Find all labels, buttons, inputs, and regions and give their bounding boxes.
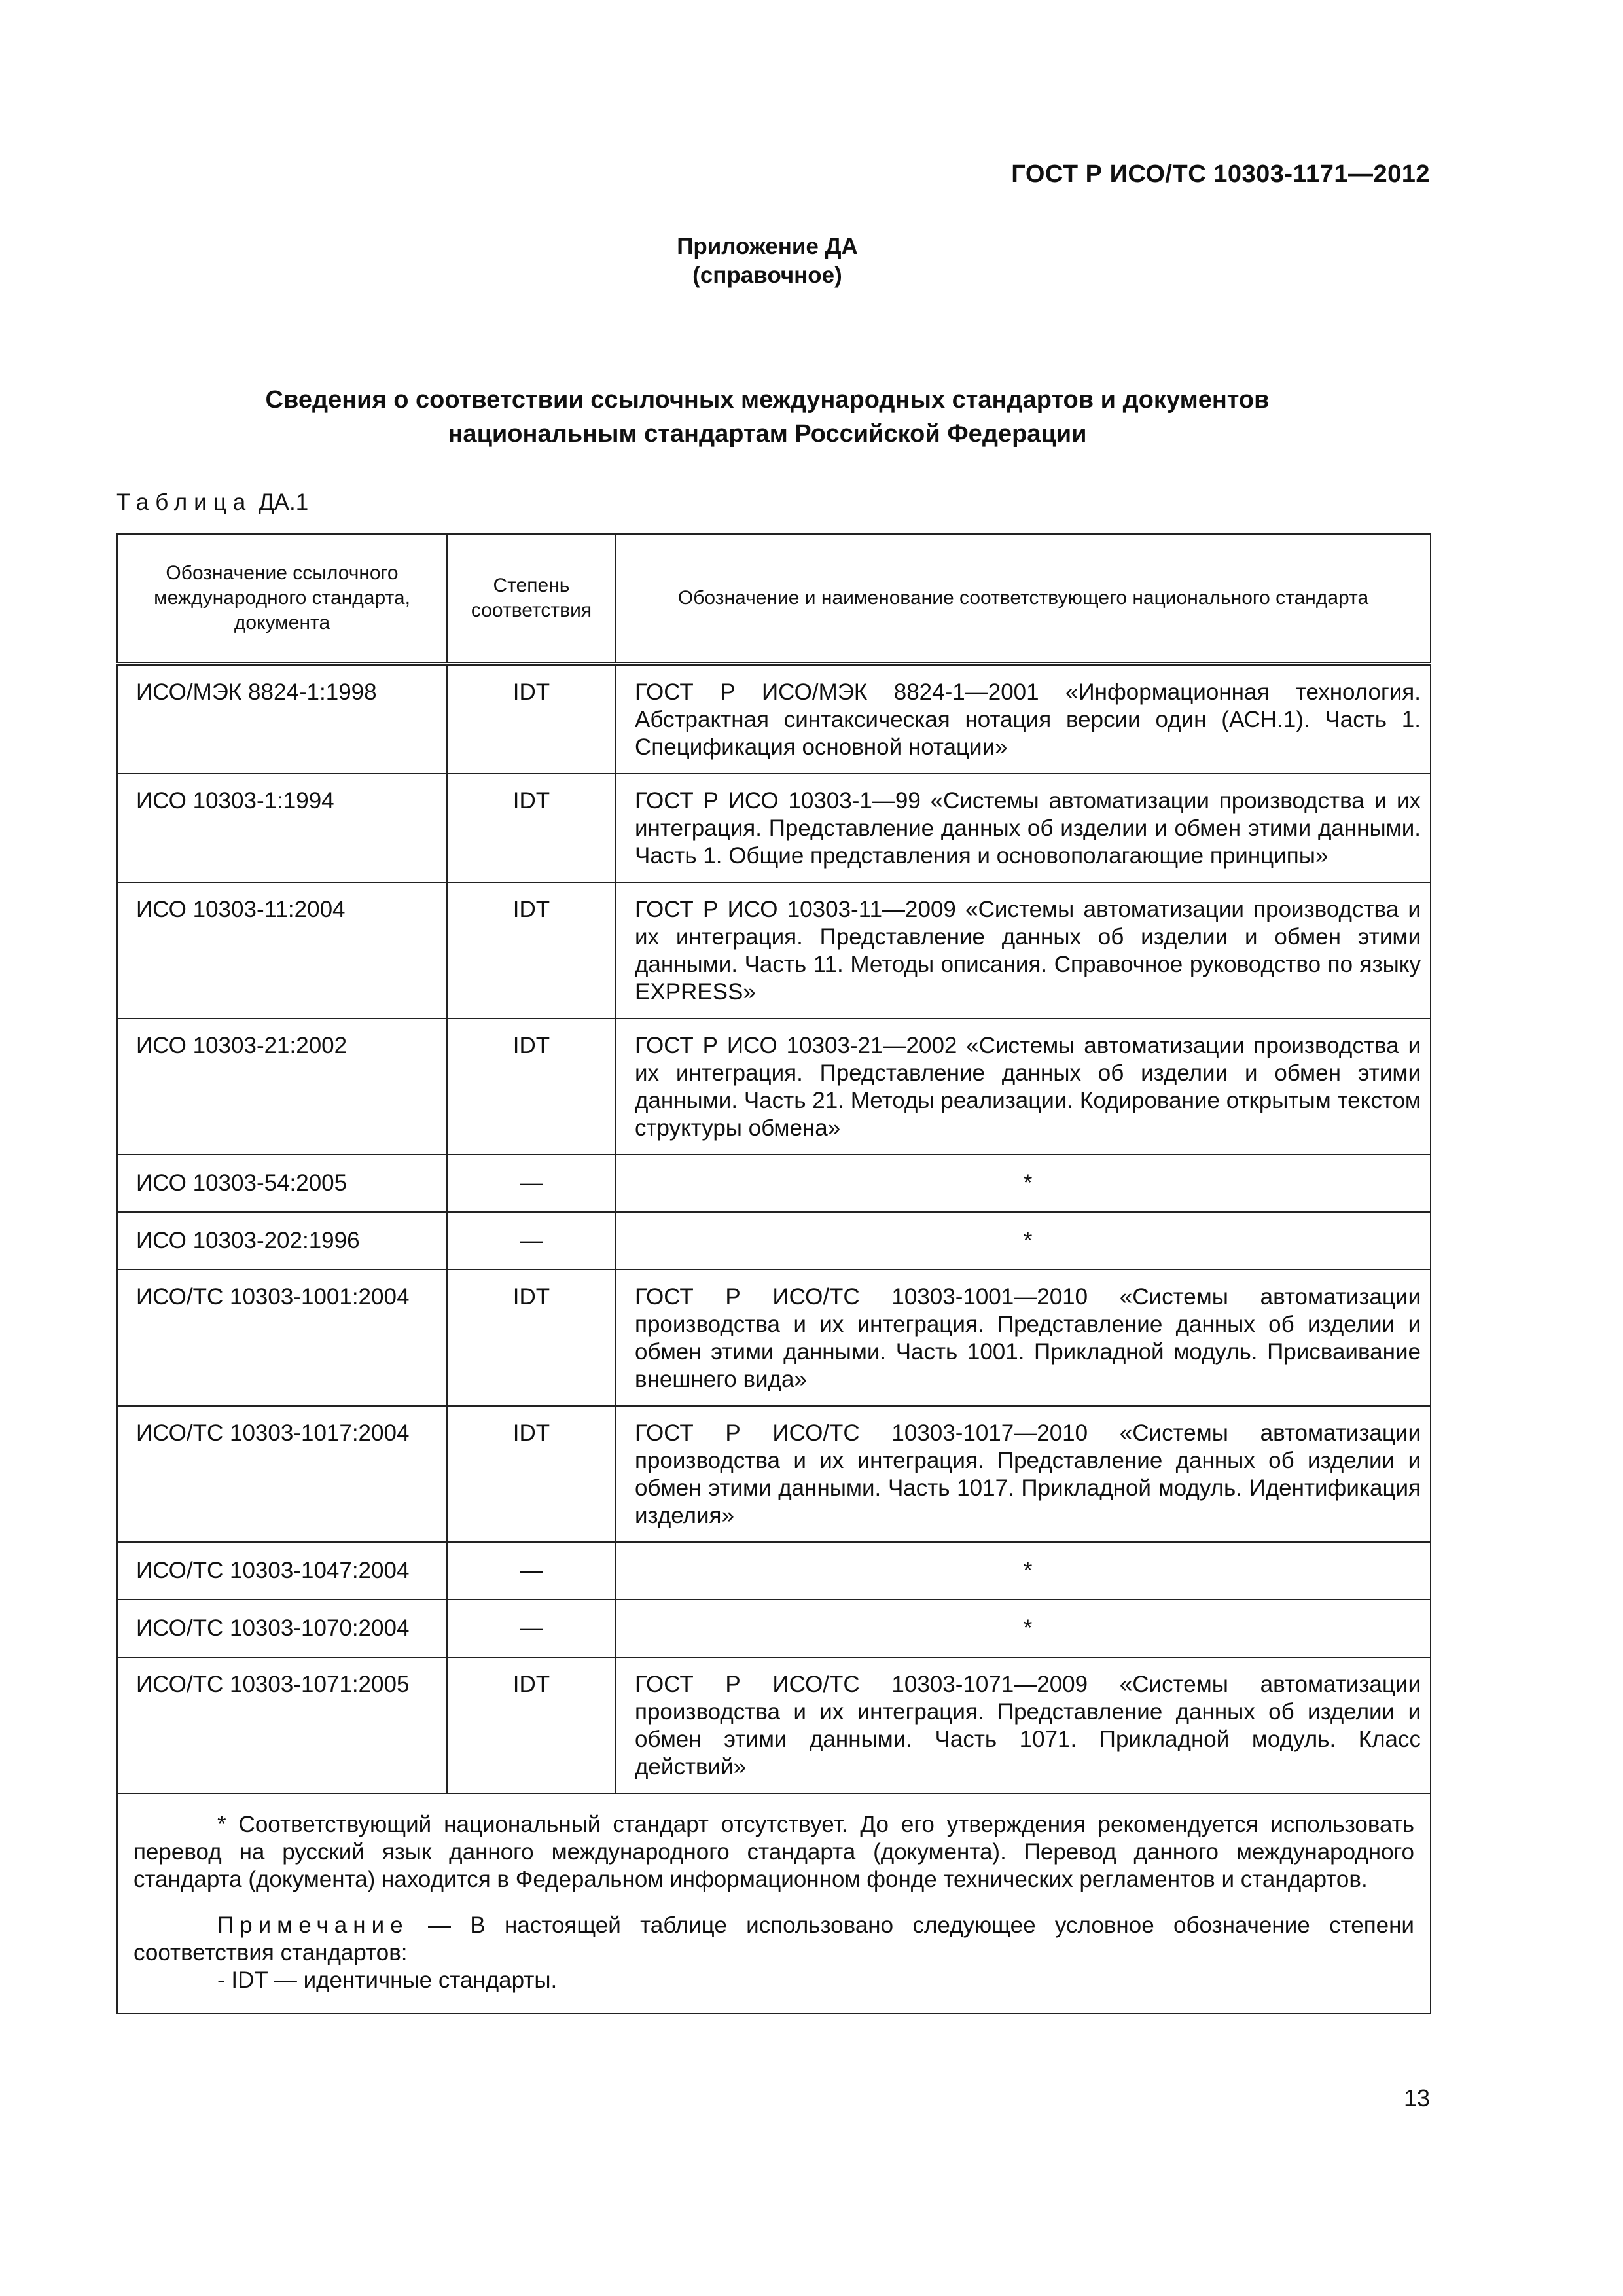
table-row [117, 1406, 1431, 1542]
table-header-row [117, 534, 1431, 664]
correspondence-table [116, 533, 1431, 2014]
table-row [117, 1018, 1431, 1155]
cell-reference: ИСО/ТС 10303-1070:2004 [117, 1600, 447, 1657]
cell-reference: ИСО/ТС 10303-1071:2005 [117, 1657, 447, 1793]
table-footnote: * Соответствующий национальный стандарт отсутствует. До его утверждения рекомендуется использовать перевод на русский язык данного международного стандарта (документа). Перевод данного международного стандарта (документа) находится в Федеральном информационном фонде технических регламентов и стандартов. [134, 1812, 1414, 1892]
table-caption-word: Таблица [116, 490, 253, 515]
page-number: 13 [1403, 2085, 1430, 2111]
cell-national: * [616, 1600, 1431, 1657]
section-heading [0, 383, 1535, 451]
table-row [117, 1657, 1431, 1793]
cell-degree: IDT [447, 1270, 616, 1406]
cell-national: * [616, 1212, 1431, 1270]
table-row [117, 774, 1431, 882]
cell-national: * [616, 1155, 1431, 1212]
appendix-title: Приложение ДА [677, 234, 858, 259]
document-code: ГОСТ Р ИСО/ТС 10303-1171—2012 [1011, 160, 1430, 188]
cell-reference: ИСО 10303-21:2002 [117, 1018, 447, 1155]
cell-degree: IDT [447, 774, 616, 882]
cell-national: ГОСТ Р ИСО 10303-1—99 «Системы автоматизации производства и их интеграция. Представление данных об изделии и обмен этими данными. Часть 1. Общие представления и основополагающие принципы» [616, 774, 1431, 882]
cell-degree: IDT [447, 882, 616, 1018]
cell-national: ГОСТ Р ИСО/ТС 10303-1017—2010 «Системы автоматизации производства и их интеграция. Представление данных об изделии и обмен этими данными. Часть 1017. Прикладной модуль. Идентификация изделия» [616, 1406, 1431, 1542]
cell-degree: — [447, 1212, 616, 1270]
appendix-header [0, 232, 1535, 290]
cell-degree: IDT [447, 1406, 616, 1542]
table-caption-number: ДА.1 [258, 490, 309, 515]
cell-reference: ИСО/МЭК 8824-1:1998 [117, 664, 447, 774]
table-notes-row [117, 1793, 1431, 2013]
note-label: Примечание [217, 1912, 409, 1938]
table-row [117, 664, 1431, 774]
cell-degree: IDT [447, 1657, 616, 1793]
note-item: - IDT — идентичные стандарты. [217, 1967, 558, 1993]
cell-reference: ИСО/ТС 10303-1047:2004 [117, 1542, 447, 1600]
cell-degree: IDT [447, 1018, 616, 1155]
cell-degree: — [447, 1542, 616, 1600]
table-note [134, 1912, 1414, 1967]
table-row [117, 1270, 1431, 1406]
cell-reference: ИСО/ТС 10303-1001:2004 [117, 1270, 447, 1406]
table-row [117, 882, 1431, 1018]
cell-national: ГОСТ Р ИСО/МЭК 8824-1—2001 «Информационная технология. Абстрактная синтаксическая нотация версии один (АСН.1). Часть 1. Спецификация основной нотации» [616, 664, 1431, 774]
column-header-reference: Обозначение ссылочного международного стандарта, документа [117, 534, 447, 664]
table-notes [117, 1793, 1431, 2013]
appendix-subtitle: (справочное) [692, 262, 842, 288]
cell-reference: ИСО 10303-202:1996 [117, 1212, 447, 1270]
cell-reference: ИСО 10303-11:2004 [117, 882, 447, 1018]
section-heading-line-1: Сведения о соответствии ссылочных международных стандартов и документов [265, 386, 1270, 414]
note-text: — В настоящей таблице использовано следующее условное обозначение степени соответствия стандартов: [134, 1912, 1414, 1965]
cell-national: ГОСТ Р ИСО/ТС 10303-1071—2009 «Системы автоматизации производства и их интеграция. Представление данных об изделии и обмен этими данными. Часть 1071. Прикладной модуль. Класс действий» [616, 1657, 1431, 1793]
column-header-national: Обозначение и наименование соответствующего национального стандарта [616, 534, 1431, 664]
cell-national: ГОСТ Р ИСО 10303-21—2002 «Системы автоматизации производства и их интеграция. Представление данных об изделии и обмен этими данными. Часть 21. Методы реализации. Кодирование открытым текстом структуры обмена» [616, 1018, 1431, 1155]
table-row [117, 1155, 1431, 1212]
cell-reference: ИСО 10303-54:2005 [117, 1155, 447, 1212]
cell-reference: ИСО 10303-1:1994 [117, 774, 447, 882]
cell-degree: — [447, 1155, 616, 1212]
section-heading-line-2: национальным стандартам Российской Федерации [448, 420, 1087, 448]
table-row [117, 1600, 1431, 1657]
cell-degree: — [447, 1600, 616, 1657]
column-header-degree: Степень соответствия [447, 534, 616, 664]
table-row [117, 1542, 1431, 1600]
cell-national: ГОСТ Р ИСО 10303-11—2009 «Системы автоматизации производства и их интеграция. Представление данных об изделии и обмен этими данными. Часть 11. Методы описания. Справочное руководство по языку EXPRESS» [616, 882, 1431, 1018]
cell-national: * [616, 1542, 1431, 1600]
cell-national: ГОСТ Р ИСО/ТС 10303-1001—2010 «Системы автоматизации производства и их интеграция. Представление данных об изделии и обмен этими данными. Часть 1001. Прикладной модуль. Присваивание внешнего вида» [616, 1270, 1431, 1406]
table-row [117, 1212, 1431, 1270]
cell-reference: ИСО/ТС 10303-1017:2004 [117, 1406, 447, 1542]
table-caption [116, 490, 308, 516]
cell-degree: IDT [447, 664, 616, 774]
